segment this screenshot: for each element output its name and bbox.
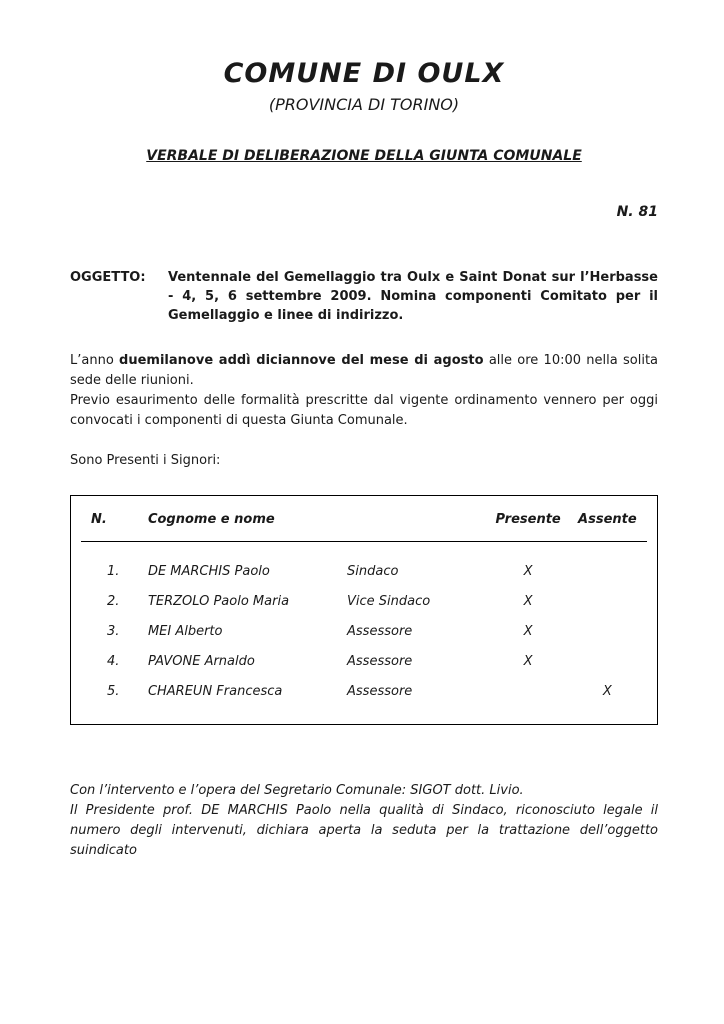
- table-row: [81, 542, 647, 587]
- member-name: PAVONE Arnaldo: [147, 654, 255, 669]
- paragraph-previo: Previo esaurimento delle formalità prescritte dal vigente ordinamento vennero per oggi convocati i componenti di questa Giunta Comunale.: [70, 393, 658, 428]
- table-row: [81, 676, 647, 706]
- table-row: [81, 616, 647, 646]
- header-role: [347, 508, 489, 542]
- presente-mark: X: [523, 564, 533, 579]
- oggetto-text: Ventennale del Gemellaggio tra Oulx e Saint Donat sur l’Herbasse - 4, 5, 6 settembre 2009. Nomina componenti Comitato per il Gemellaggio e linee di indirizzo.: [168, 270, 658, 323]
- header-num: N.: [81, 508, 132, 542]
- member-name: MEI Alberto: [147, 624, 223, 639]
- member-role: Assessore: [347, 684, 413, 699]
- closing-line-president: Il Presidente prof. DE MARCHIS Paolo nella qualità di Sindaco, riconosciuto legale il numero degli intervenuti, dichiara aperta la seduta per la trattazione dell’oggetto suindicato: [70, 803, 658, 858]
- page-subtitle: (PROVINCIA DI TORINO): [268, 95, 460, 114]
- member-name: CHAREUN Francesca: [147, 684, 283, 699]
- member-number: 3.: [107, 624, 120, 639]
- presente-mark: X: [523, 594, 533, 609]
- header-presente: Presente: [489, 508, 568, 542]
- table-row: [81, 646, 647, 676]
- member-number: 1.: [107, 564, 120, 579]
- oggetto-section: [70, 268, 658, 325]
- oggetto-label: OGGETTO:: [70, 270, 146, 285]
- page-title: COMUNE DI OULX: [223, 58, 505, 89]
- member-name: DE MARCHIS Paolo: [147, 564, 270, 579]
- paragraph-date-bold: duemilanove addì diciannove del mese di agosto: [119, 353, 484, 368]
- assente-mark: [568, 586, 647, 616]
- member-role: Assessore: [347, 654, 413, 669]
- table-header-row: [81, 508, 647, 542]
- member-role: Assessore: [347, 624, 413, 639]
- table-row: [81, 586, 647, 616]
- presente-mark: X: [523, 624, 533, 639]
- header-assente: Assente: [568, 508, 647, 542]
- paragraph-date-post: alle ore 10:00 nella solita sede delle riunioni.: [70, 353, 659, 388]
- member-number: 4.: [107, 654, 120, 669]
- assente-mark: X: [602, 684, 612, 699]
- member-number: 2.: [107, 594, 120, 609]
- member-role: Vice Sindaco: [347, 594, 431, 609]
- doc-number: N. 81: [616, 204, 658, 220]
- assente-mark: [568, 542, 647, 587]
- header-name: Cognome e nome: [132, 508, 347, 542]
- assente-mark: [568, 646, 647, 676]
- presente-mark: X: [523, 654, 533, 669]
- paragraph-date-pre: L’anno: [70, 353, 120, 368]
- member-number: 5.: [107, 684, 120, 699]
- member-name: TERZOLO Paolo Maria: [147, 594, 290, 609]
- members-table-box: [70, 495, 658, 725]
- closing-section: [70, 781, 658, 861]
- doc-title: VERBALE DI DELIBERAZIONE DELLA GIUNTA COMUNALE: [146, 148, 582, 164]
- paragraph-presenti: Sono Presenti i Signori:: [70, 453, 221, 468]
- member-role: Sindaco: [347, 564, 399, 579]
- assente-mark: [568, 616, 647, 646]
- closing-line-secretary: Con l’intervento e l’opera del Segretario Comunale: SIGOT dott. Livio.: [70, 783, 524, 798]
- presente-mark: [489, 676, 568, 706]
- paragraph-date: [70, 351, 658, 391]
- members-table: [81, 508, 647, 706]
